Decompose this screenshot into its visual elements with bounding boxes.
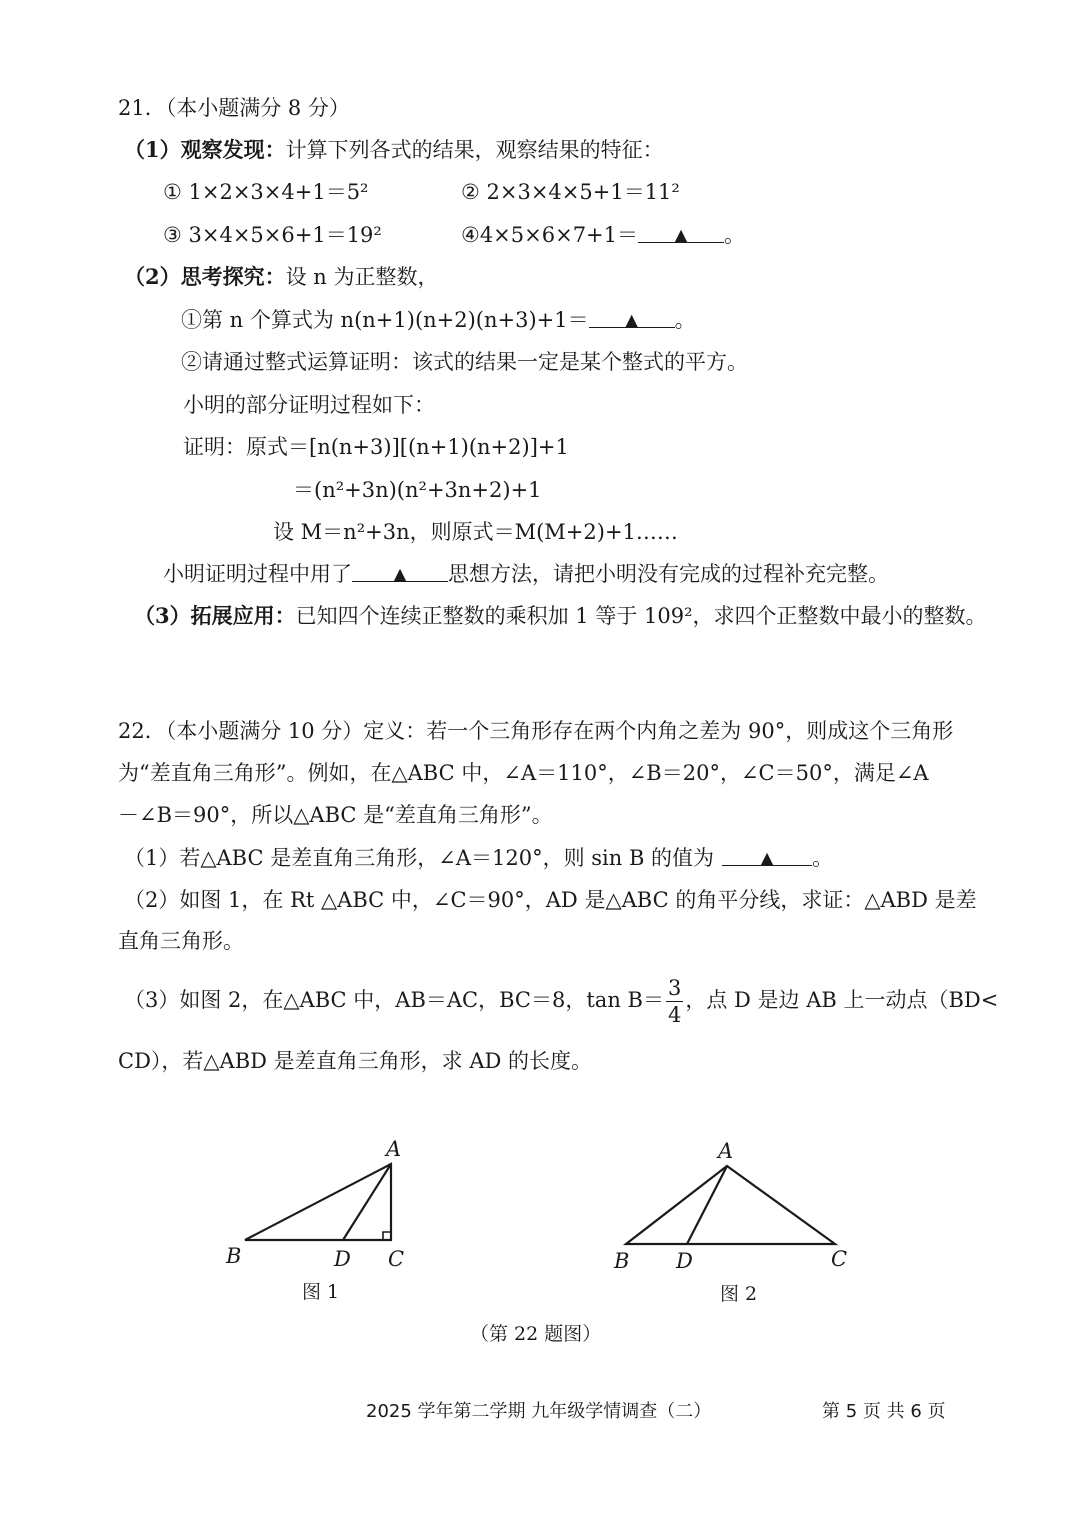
q21-eq3: ③ 3×4×5×6+1＝19²: [163, 223, 382, 247]
proof-intro: 小明的部分证明过程如下：: [183, 393, 435, 417]
fig2-caption: 图 2: [720, 1283, 758, 1305]
answer-blank[interactable]: [352, 559, 448, 582]
q21-part2-sub1: [181, 305, 696, 335]
q21-part1-text: 计算下列各式的结果，观察结果的特征：: [285, 138, 664, 162]
q22-line-2: 为“差直角三角形”。例如，在△ABC 中，∠A＝110°，∠B＝20°，∠C＝50°，满足∠A: [118, 761, 929, 785]
fig2-label-b: B: [614, 1249, 630, 1273]
proof-line-2: ＝(n²+3n)(n²+3n+2)+1: [293, 478, 542, 502]
q21-part1: [124, 135, 664, 165]
q22-part3-prefix: （3）如图 2，在△ABC 中，AB＝AC，BC＝8，tan B＝: [124, 988, 664, 1012]
q22-part3-suffix: ，点 D 是边 AB 上一动点（BD<: [685, 988, 999, 1012]
q21-part3: [134, 601, 987, 631]
q22-part2-line-2: 直角三角形。: [118, 929, 244, 953]
footer-page-number: 第 5 页 共 6 页: [822, 1401, 946, 1422]
q22-part3: [124, 972, 998, 1028]
fig2-triangle: [626, 1166, 835, 1244]
fig2-segment-cd: [687, 1166, 727, 1244]
q21-eq4-suffix: 。: [724, 223, 746, 247]
q22-part1-prefix: （1）若△ABC 是差直角三角形，∠A＝120°，则 sin B 的值为: [124, 846, 715, 870]
q21-method: [163, 559, 889, 589]
fig2-label-c: C: [831, 1247, 848, 1271]
q22-line-1: 22．（本小题满分 10 分）定义：若一个三角形存在两个内角之差为 90°，则成这个三角形: [118, 719, 954, 743]
fraction-denominator: 4: [667, 1003, 682, 1027]
q21-title: 21．（本小题满分 8 分）: [118, 96, 350, 120]
triangle-icon: ▲: [760, 848, 774, 867]
fig1-triangle: [245, 1164, 391, 1240]
footer-exam-title: 2025 学年第二学期 九年级学情调查（二）: [366, 1401, 712, 1422]
fig1-right-angle-mark: [383, 1232, 391, 1240]
fraction: [666, 975, 683, 1028]
q22-line-3: －∠B＝90°，所以△ABC 是“差直角三角形”。: [118, 803, 553, 827]
fig2-label-a: A: [718, 1139, 734, 1163]
figure-1: [245, 1164, 391, 1240]
fig2-label-d: D: [676, 1249, 693, 1273]
triangle-icon: ▲: [625, 310, 638, 329]
fig1-label-d: D: [334, 1247, 351, 1271]
fig1-label-a: A: [386, 1137, 402, 1161]
figure-group-caption: （第 22 题图）: [470, 1323, 602, 1345]
q21-part2-label: （2）思考探究：: [124, 264, 286, 289]
q22-part1-suffix: 。: [812, 846, 834, 870]
fig1-label-b: B: [226, 1244, 242, 1268]
q21-part2-sub1-suffix: 。: [674, 308, 696, 332]
q22-part2-line-1: （2）如图 1，在 Rt △ABC 中，∠C＝90°，AD 是△ABC 的角平分线，求证：△ABD 是差: [124, 888, 977, 912]
proof-line-3: 设 M＝n²+3n，则原式＝M(M+2)+1……: [273, 520, 678, 544]
figure-2: [626, 1166, 835, 1244]
q22-part1: [124, 843, 833, 873]
answer-blank[interactable]: [638, 220, 724, 243]
q21-method-prefix: 小明证明过程中用了: [163, 562, 352, 586]
q21-eq4: [461, 220, 745, 250]
q21-eq4-prefix: ④4×5×6×7+1＝: [461, 223, 639, 247]
q21-part2-sub2: ②请通过整式运算证明：该式的结果一定是某个整式的平方。: [181, 350, 748, 374]
q21-part2-sub1-prefix: ①第 n 个算式为 n(n+1)(n+2)(n+3)+1＝: [181, 308, 589, 332]
fig1-caption: 图 1: [302, 1281, 340, 1303]
fig1-label-c: C: [388, 1247, 405, 1271]
q21-eq1: ① 1×2×3×4+1＝5²: [163, 180, 369, 204]
triangle-icon: ▲: [393, 564, 407, 583]
q21-method-suffix: 思想方法，请把小明没有完成的过程补充完整。: [448, 562, 889, 586]
answer-blank[interactable]: [722, 843, 812, 866]
q22-part3-line-2: CD），若△ABD 是差直角三角形，求 AD 的长度。: [118, 1049, 593, 1073]
q21-part2: [124, 262, 439, 292]
triangle-icon: ▲: [674, 225, 688, 244]
q21-part3-label: （3）拓展应用：: [134, 603, 296, 628]
q21-eq2: ② 2×3×4×5+1＝11²: [461, 180, 680, 204]
q21-part2-text: 设 n 为正整数，: [285, 265, 439, 289]
answer-blank[interactable]: [589, 305, 675, 328]
fraction-numerator: 3: [667, 976, 682, 1000]
proof-line-1: 证明：原式＝[n(n+3)][(n+1)(n+2)]+1: [183, 435, 569, 459]
q21-part1-label: （1）观察发现：: [124, 137, 286, 162]
figure-area: [0, 1120, 1080, 1500]
q21-part3-text: 已知四个连续正整数的乘积加 1 等于 109²，求四个正整数中最小的整数。: [295, 604, 987, 628]
